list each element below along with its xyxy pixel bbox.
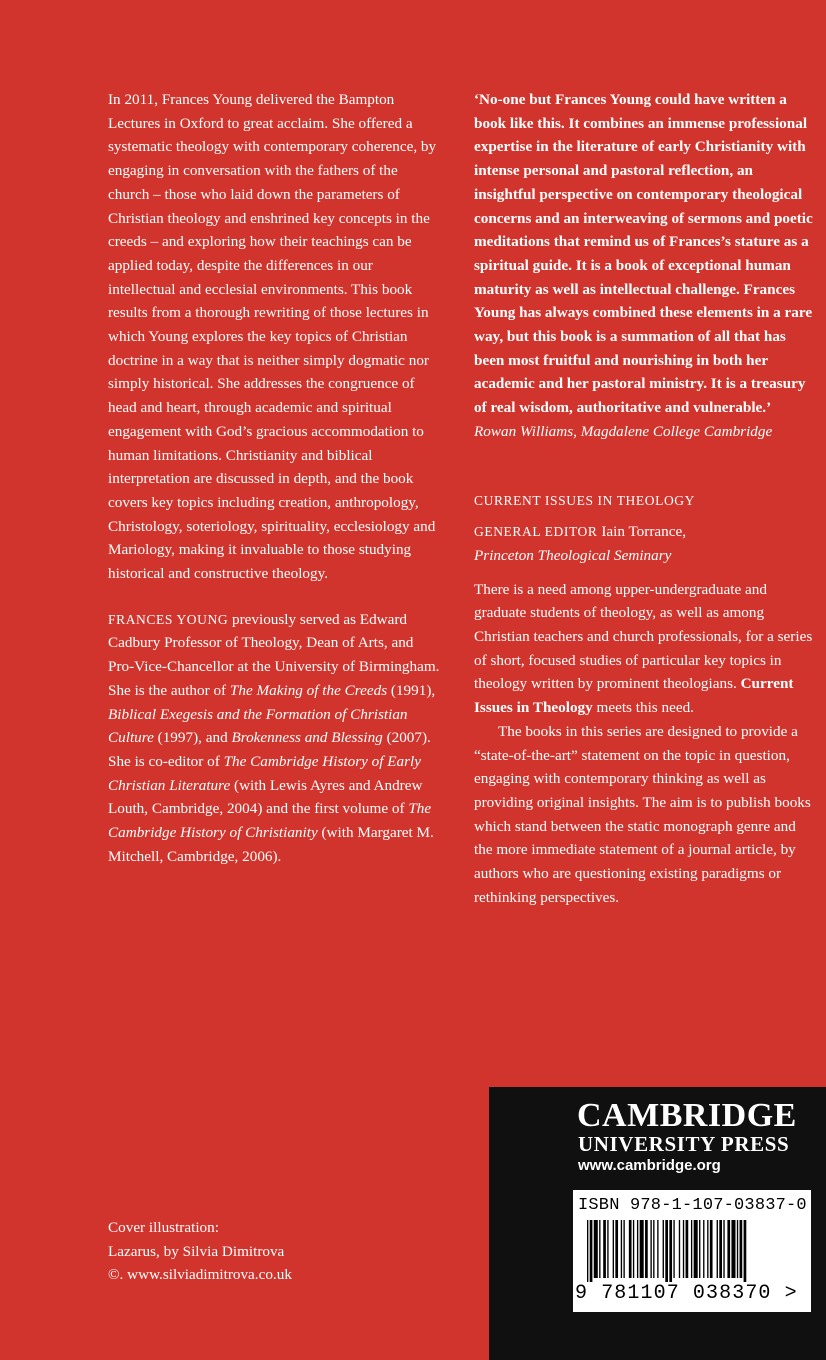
bio-text-2: (1991), bbox=[387, 681, 436, 699]
isbn-text: ISBN 978-1-107-03837-0 bbox=[578, 1196, 807, 1215]
cover-credit-line-2: Lazarus, by Silvia Dimitrova bbox=[108, 1242, 285, 1260]
barcode-bar bbox=[645, 1220, 648, 1278]
cover-credit bbox=[108, 1216, 408, 1287]
series-name-bold: Current Issues in Theology bbox=[474, 675, 794, 717]
barcode-bar bbox=[599, 1220, 600, 1278]
publisher-press: UNIVERSITY PRESS bbox=[578, 1132, 790, 1156]
barcode-bar bbox=[637, 1220, 638, 1278]
series-text-a: There is a need among upper-undergraduate and graduate students of theology, as well as among Christian teachers and church professionals, for a series of short, focused studies of particular key topics in theology written by prominent theologians. bbox=[474, 580, 813, 693]
barcode-bar bbox=[603, 1220, 606, 1278]
barcode-bar bbox=[653, 1220, 654, 1278]
right-column bbox=[474, 88, 814, 910]
barcode-bar bbox=[703, 1220, 704, 1278]
barcode-bar bbox=[663, 1220, 664, 1278]
barcode-bar bbox=[710, 1220, 713, 1278]
barcode-bar bbox=[633, 1220, 634, 1278]
barcode-bar bbox=[669, 1220, 672, 1282]
barcode-bar bbox=[623, 1220, 624, 1278]
barcode-bars bbox=[587, 1220, 799, 1282]
publisher-name: CAMBRIDGE bbox=[577, 1097, 797, 1134]
author-bio bbox=[108, 608, 440, 869]
series-description-1 bbox=[474, 578, 814, 720]
barcode-bar bbox=[615, 1220, 618, 1278]
endorsement-attribution: Rowan Williams, Magdalene College Cambridge bbox=[474, 422, 773, 440]
barcode-bar bbox=[629, 1220, 632, 1278]
barcode-bar bbox=[590, 1220, 593, 1282]
barcode-bar bbox=[686, 1220, 689, 1278]
barcode-bar bbox=[731, 1220, 735, 1278]
book-title-3: Brokenness and Blessing bbox=[231, 729, 383, 747]
publisher-url: www.cambridge.org bbox=[578, 1157, 721, 1174]
bio-text-4: (2007). She is co-editor of bbox=[108, 729, 431, 770]
editor-affiliation: Princeton Theological Seminary bbox=[474, 546, 672, 564]
book-title-1: The Making of the Creeds bbox=[229, 681, 388, 699]
barcode-bar bbox=[691, 1220, 692, 1278]
barcode-bar bbox=[587, 1220, 588, 1282]
barcode-bar bbox=[717, 1220, 718, 1278]
series-text-b: meets this need. bbox=[592, 699, 694, 717]
barcode-bar bbox=[694, 1220, 698, 1278]
barcode-bar bbox=[744, 1220, 747, 1282]
series-title: CURRENT ISSUES IN THEOLOGY bbox=[474, 492, 695, 508]
barcode-bar bbox=[740, 1220, 743, 1278]
barcode-bar bbox=[657, 1220, 658, 1278]
barcode-bar bbox=[613, 1220, 614, 1278]
barcode-bar bbox=[683, 1220, 684, 1278]
bio-text-1: previously served as Edward Cadbury Professor of Theology, Dean of Arts, and Pro-Vice-Chancellor at the University of Birmingham. She is the author of bbox=[108, 610, 440, 699]
book-description: In 2011, Frances Young delivered the Bampton Lectures in Oxford to great acclaim. She offered a systematic theology with contemporary coherence, by engaging in conversation with the fathers of the church – those who laid down the parameters of Christian theology and enshrined key concepts in the creeds – and exploring how their teachings can be applied today, despite the differences in our intellectual and ecclesial environments. This book results from a thorough rewriting of those lectures in which Young explores the key topics of Christian doctrine in a way that is neither simply dogmatic nor simply historical. She addresses the congruence of head and heart, through academic and spiritual engagement with God’s gracious accommodation to human limitations. Christianity and biblical interpretation are discussed in depth, and the book covers key topics including creation, anthropology, Christology, soteriology, spirituality, ecclesiology and Mariology, making it invaluable to those studying historical and constructive theology. bbox=[108, 91, 437, 583]
editor-label: GENERAL EDITOR bbox=[474, 524, 598, 540]
barcode-digits: 9 781107 038370 > bbox=[575, 1282, 798, 1305]
bio-text-6: (with Margaret M. Mitchell, Cambridge, 2006). bbox=[108, 824, 434, 865]
barcode-bar bbox=[679, 1220, 680, 1278]
barcode-bar bbox=[719, 1220, 722, 1278]
series-editor bbox=[474, 520, 814, 544]
cover-credit-line-1: Cover illustration: bbox=[108, 1219, 219, 1236]
barcode-bar bbox=[650, 1220, 651, 1278]
barcode-bar bbox=[723, 1220, 724, 1278]
book-title-4: The Cambridge History of Early Christian Literature bbox=[108, 752, 422, 794]
barcode-bar bbox=[707, 1220, 708, 1278]
barcode-panel bbox=[573, 1190, 811, 1312]
barcode-bar bbox=[665, 1220, 668, 1282]
barcode-bar bbox=[594, 1220, 598, 1278]
barcode-bar bbox=[607, 1220, 608, 1278]
left-column bbox=[108, 88, 440, 869]
barcode-bar bbox=[727, 1220, 730, 1278]
book-title-2: Biblical Exegesis and the Formation of Christian Culture bbox=[108, 705, 408, 747]
barcode-bar bbox=[621, 1220, 622, 1278]
book-title-5: The Cambridge History of Christianity bbox=[108, 800, 432, 842]
bio-text-5: (with Lewis Ayres and Andrew Louth, Cambridge, 2004) and the first volume of bbox=[108, 776, 423, 818]
barcode-bar bbox=[737, 1220, 738, 1278]
cover-credit-line-3: ©. www.silviadimitrova.co.uk bbox=[108, 1266, 292, 1284]
series-description-2: The books in this series are designed to provide a “state-of-the-art” statement on the topic in question, engaging with contemporary thinking as well as providing original insights. The aim is to publish books which stand between the static monograph genre and the more immediate statement of a journal article, by authors who are questioning existing paradigms or rethinking perspectives. bbox=[474, 722, 811, 906]
barcode-bar bbox=[640, 1220, 644, 1278]
endorsement-quote: ‘No-one but Frances Young could have written a book like this. It combines an immense professional expertise in the literature of early Christianity with intense personal and pastoral reflection, an insightful perspective on contemporary theological concerns and an interweaving of sermons and poetic meditations that remind us of Frances’s stature as a spiritual guide. It is a book of exceptional human maturity as well as intellectual challenge. Frances Young has always combined these elements in a rare way, but this book is a summation of all that has been most fruitful and nourishing in both her academic and her pastoral ministry. It is a treasury of real wisdom, authoritative and vulnerable.’ bbox=[474, 91, 813, 417]
barcode-bar bbox=[699, 1220, 700, 1278]
barcode-bar bbox=[673, 1220, 674, 1278]
bio-text-3: (1997), and bbox=[153, 729, 232, 747]
author-name: FRANCES YOUNG bbox=[108, 611, 229, 627]
editor-name: Iain Torrance, bbox=[597, 523, 686, 541]
